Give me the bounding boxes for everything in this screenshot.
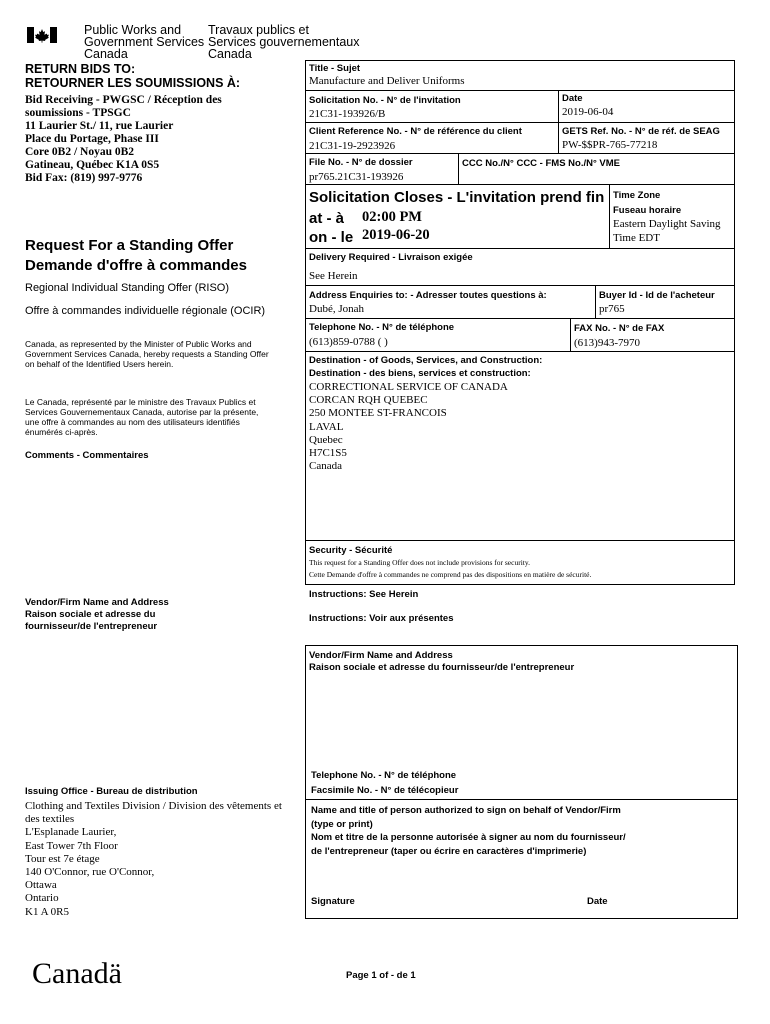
rule xyxy=(305,153,735,154)
solicitation-closes-label: Solicitation Closes - L'invitation prend fin xyxy=(309,189,605,206)
address-enquiries-label: Address Enquiries to: - Adresser toutes questions à: xyxy=(309,290,547,301)
address-line: 11 Laurier St./ 11, rue Laurier xyxy=(25,120,174,132)
return-bids-heading xyxy=(25,62,240,90)
fuseau-horaire-label: Fuseau horaire xyxy=(613,205,682,216)
para-line: Services Gouvernementaux Canada, autorise par la présente, xyxy=(25,407,259,417)
telephone-value: (613)859-0788 ( ) xyxy=(309,336,388,348)
issuing-line: Ottawa xyxy=(25,879,57,892)
org-fr-line: Services gouvernementaux xyxy=(208,35,360,49)
date-value: 2019-06-04 xyxy=(562,106,614,118)
issuing-line: Ontario xyxy=(25,892,59,905)
rule xyxy=(595,285,596,318)
vendor-label-line: fournisseur/de l'entrepreneur xyxy=(25,621,158,632)
para-line: Government Services Canada, hereby requests a Standing Offer xyxy=(25,349,269,359)
buyer-id-label: Buyer Id - Id de l'acheteur xyxy=(599,290,715,301)
vendor-name-label-fr: Raison sociale et adresse du fournisseur/de l'entrepreneur xyxy=(309,662,575,673)
para-line: Le Canada, représenté par le ministre des Travaux Publics et xyxy=(25,397,256,407)
issuing-line: des textiles xyxy=(25,813,75,826)
riso-fr: Offre à commandes individuelle régionale (OCIR) xyxy=(25,305,266,317)
ccc-fms-label: CCC No./N° CCC - FMS No./N° VME xyxy=(462,158,621,169)
rule xyxy=(305,184,735,185)
org-fr-line: Travaux publics et xyxy=(208,23,309,37)
closing-time-value: 02:00 PM xyxy=(362,209,422,225)
closes-at-label: at - à xyxy=(309,210,345,227)
address-line: Core 0B2 / Noyau 0B2 xyxy=(25,146,135,158)
return-bids-heading-fr: RETOURNER LES SOUMISSIONS À: xyxy=(25,76,241,90)
vendor-telephone-label: Telephone No. - N° de téléphone xyxy=(311,770,457,781)
rule xyxy=(305,540,735,541)
fax-value: (613)943-7970 xyxy=(574,337,640,349)
vendor-label-line: Vendor/Firm Name and Address xyxy=(25,597,169,608)
para-line: on behalf of the Identified Users herein. xyxy=(25,359,174,369)
security-text-en: This request for a Standing Offer does not include provisions for security. xyxy=(309,558,530,567)
issuing-office-label: Issuing Office - Bureau de distribution xyxy=(25,786,198,797)
org-name-en xyxy=(84,24,204,60)
instructions-fr: Instructions: Voir aux présentes xyxy=(309,613,454,624)
issuing-office-address xyxy=(25,800,300,919)
canada-wordmark: Canadä xyxy=(32,957,122,990)
destination-line: Quebec xyxy=(309,433,343,446)
date-label: Date xyxy=(562,93,583,104)
address-line: Bid Fax: (819) 997-9776 xyxy=(25,172,143,184)
closing-date-value: 2019-06-20 xyxy=(362,227,430,243)
security-label: Security - Sécurité xyxy=(309,545,393,556)
client-reference-label: Client Reference No. - N° de référence du client xyxy=(309,126,522,137)
auth-line: Name and title of person authorized to sign on behalf of Vendor/Firm xyxy=(311,805,621,816)
bid-receiving-address xyxy=(25,94,222,185)
issuing-line: 140 O'Connor, rue O'Connor, xyxy=(25,866,155,879)
address-line: Gatineau, Québec K1A 0S5 xyxy=(25,159,160,171)
gets-reference-value: PW-$$PR-765-77218 xyxy=(562,139,658,151)
vendor-firm-label-left xyxy=(25,597,169,633)
auth-line: (type or print) xyxy=(311,818,373,830)
rule xyxy=(609,184,610,248)
issuing-line: Clothing and Textiles Division / Division des vêtements et xyxy=(25,800,282,812)
page-number: Page 1 of - de 1 xyxy=(346,970,416,981)
request-title xyxy=(25,236,247,276)
request-title-fr: Demande d'offre à commandes xyxy=(25,257,247,274)
address-line: Bid Receiving - PWGSC / Réception des xyxy=(25,94,222,106)
riso-en: Regional Individual Standing Offer (RISO) xyxy=(25,282,230,294)
solicitation-number-label: Solicitation No. - N° de l'invitation xyxy=(309,95,461,106)
auth-line: de l'entrepreneur (taper ou écrire en caractères d'imprimerie) xyxy=(311,845,587,857)
time-zone-label: Time Zone xyxy=(613,190,661,201)
org-fr-line: Canada xyxy=(208,47,252,61)
canada-flag-icon xyxy=(27,27,57,43)
instructions-en: Instructions: See Herein xyxy=(309,589,419,600)
org-en-line: Public Works and xyxy=(84,23,182,37)
address-line: Place du Portage, Phase III xyxy=(25,133,159,145)
telephone-label: Telephone No. - N° de téléphone xyxy=(309,322,455,333)
rule xyxy=(305,799,738,800)
rule xyxy=(305,122,735,123)
para-line: une offre à commandes au nom des utilisateurs identifiés xyxy=(25,417,240,427)
destination-line: Canada xyxy=(309,460,342,473)
destination-label-en: Destination - of Goods, Services, and Construction: xyxy=(309,355,543,366)
vendor-firm-box xyxy=(305,645,738,919)
rule xyxy=(458,153,459,184)
issuing-line: Tour est 7e étage xyxy=(25,852,100,865)
request-paragraph-en xyxy=(25,339,269,369)
authorized-person-label xyxy=(311,804,626,858)
rule xyxy=(305,90,735,91)
destination-address xyxy=(309,381,508,473)
address-enquiries-value: Dubé, Jonah xyxy=(309,303,364,315)
para-line: énumérés ci-après. xyxy=(25,427,98,437)
destination-line: CORRECTIONAL SERVICE OF CANADA xyxy=(309,381,508,393)
file-number-value: pr765.21C31-193926 xyxy=(309,171,404,183)
rule xyxy=(305,285,735,286)
request-paragraph-fr xyxy=(25,397,258,437)
title-value: Manufacture and Deliver Uniforms xyxy=(309,75,465,87)
file-number-label: File No. - N° de dossier xyxy=(309,157,413,168)
rule xyxy=(558,90,559,153)
vendor-label-line: Raison sociale et adresse du xyxy=(25,609,156,620)
vendor-facsimile-label: Facsimile No. - N° de télécopieur xyxy=(311,785,459,796)
rule xyxy=(305,318,735,319)
rule xyxy=(305,351,735,352)
signature-label: Signature xyxy=(311,896,355,907)
time-zone-value: Eastern Daylight Saving xyxy=(613,218,721,230)
org-en-line: Government Services xyxy=(84,35,205,49)
destination-line: LAVAL xyxy=(309,420,344,433)
client-reference-value: 21C31-19-2923926 xyxy=(309,140,396,152)
security-text-fr: Cette Demande d'offre à commandes ne comprend pas des dispositions en matière de sécurité. xyxy=(309,570,592,579)
destination-label-fr: Destination - des biens, services et construction: xyxy=(309,368,531,379)
issuing-line: L'Esplanade Laurier, xyxy=(25,826,117,839)
destination-line: CORCAN RQH QUEBEC xyxy=(309,394,428,407)
signature-date-label: Date xyxy=(587,896,608,907)
rule xyxy=(305,248,735,249)
buyer-id-value: pr765 xyxy=(599,303,625,315)
org-en-line: Canada xyxy=(84,47,128,61)
solicitation-number-value: 21C31-193926/B xyxy=(309,108,386,120)
delivery-required-label: Delivery Required - Livraison exigée xyxy=(309,252,473,263)
para-line: Canada, as represented by the Minister of Public Works and xyxy=(25,339,252,349)
issuing-line: K1 A 0R5 xyxy=(25,905,70,918)
title-label: Title - Sujet xyxy=(309,63,361,74)
issuing-line: East Tower 7th Floor xyxy=(25,839,118,852)
address-line: soumissions - TPSGC xyxy=(25,107,131,119)
auth-line: Nom et titre de la personne autorisée à signer au nom du fournisseur/ xyxy=(311,832,626,843)
closes-on-label: on - le xyxy=(309,229,354,246)
gets-reference-label: GETS Ref. No. - N° de réf. de SEAG xyxy=(562,126,720,137)
org-name-fr xyxy=(208,24,359,60)
destination-line: 250 MONTEE ST-FRANCOIS xyxy=(309,407,447,420)
destination-line: H7C1S5 xyxy=(309,447,347,460)
comments-label: Comments - Commentaires xyxy=(25,450,149,461)
vendor-name-label-en: Vendor/Firm Name and Address xyxy=(309,650,453,661)
request-title-en: Request For a Standing Offer xyxy=(25,237,234,254)
time-zone-value-2: Time EDT xyxy=(613,232,660,244)
return-bids-heading-en: RETURN BIDS TO: xyxy=(25,62,136,76)
delivery-required-value: See Herein xyxy=(309,270,358,282)
rule xyxy=(570,318,571,351)
fax-label: FAX No. - N° de FAX xyxy=(574,323,665,334)
